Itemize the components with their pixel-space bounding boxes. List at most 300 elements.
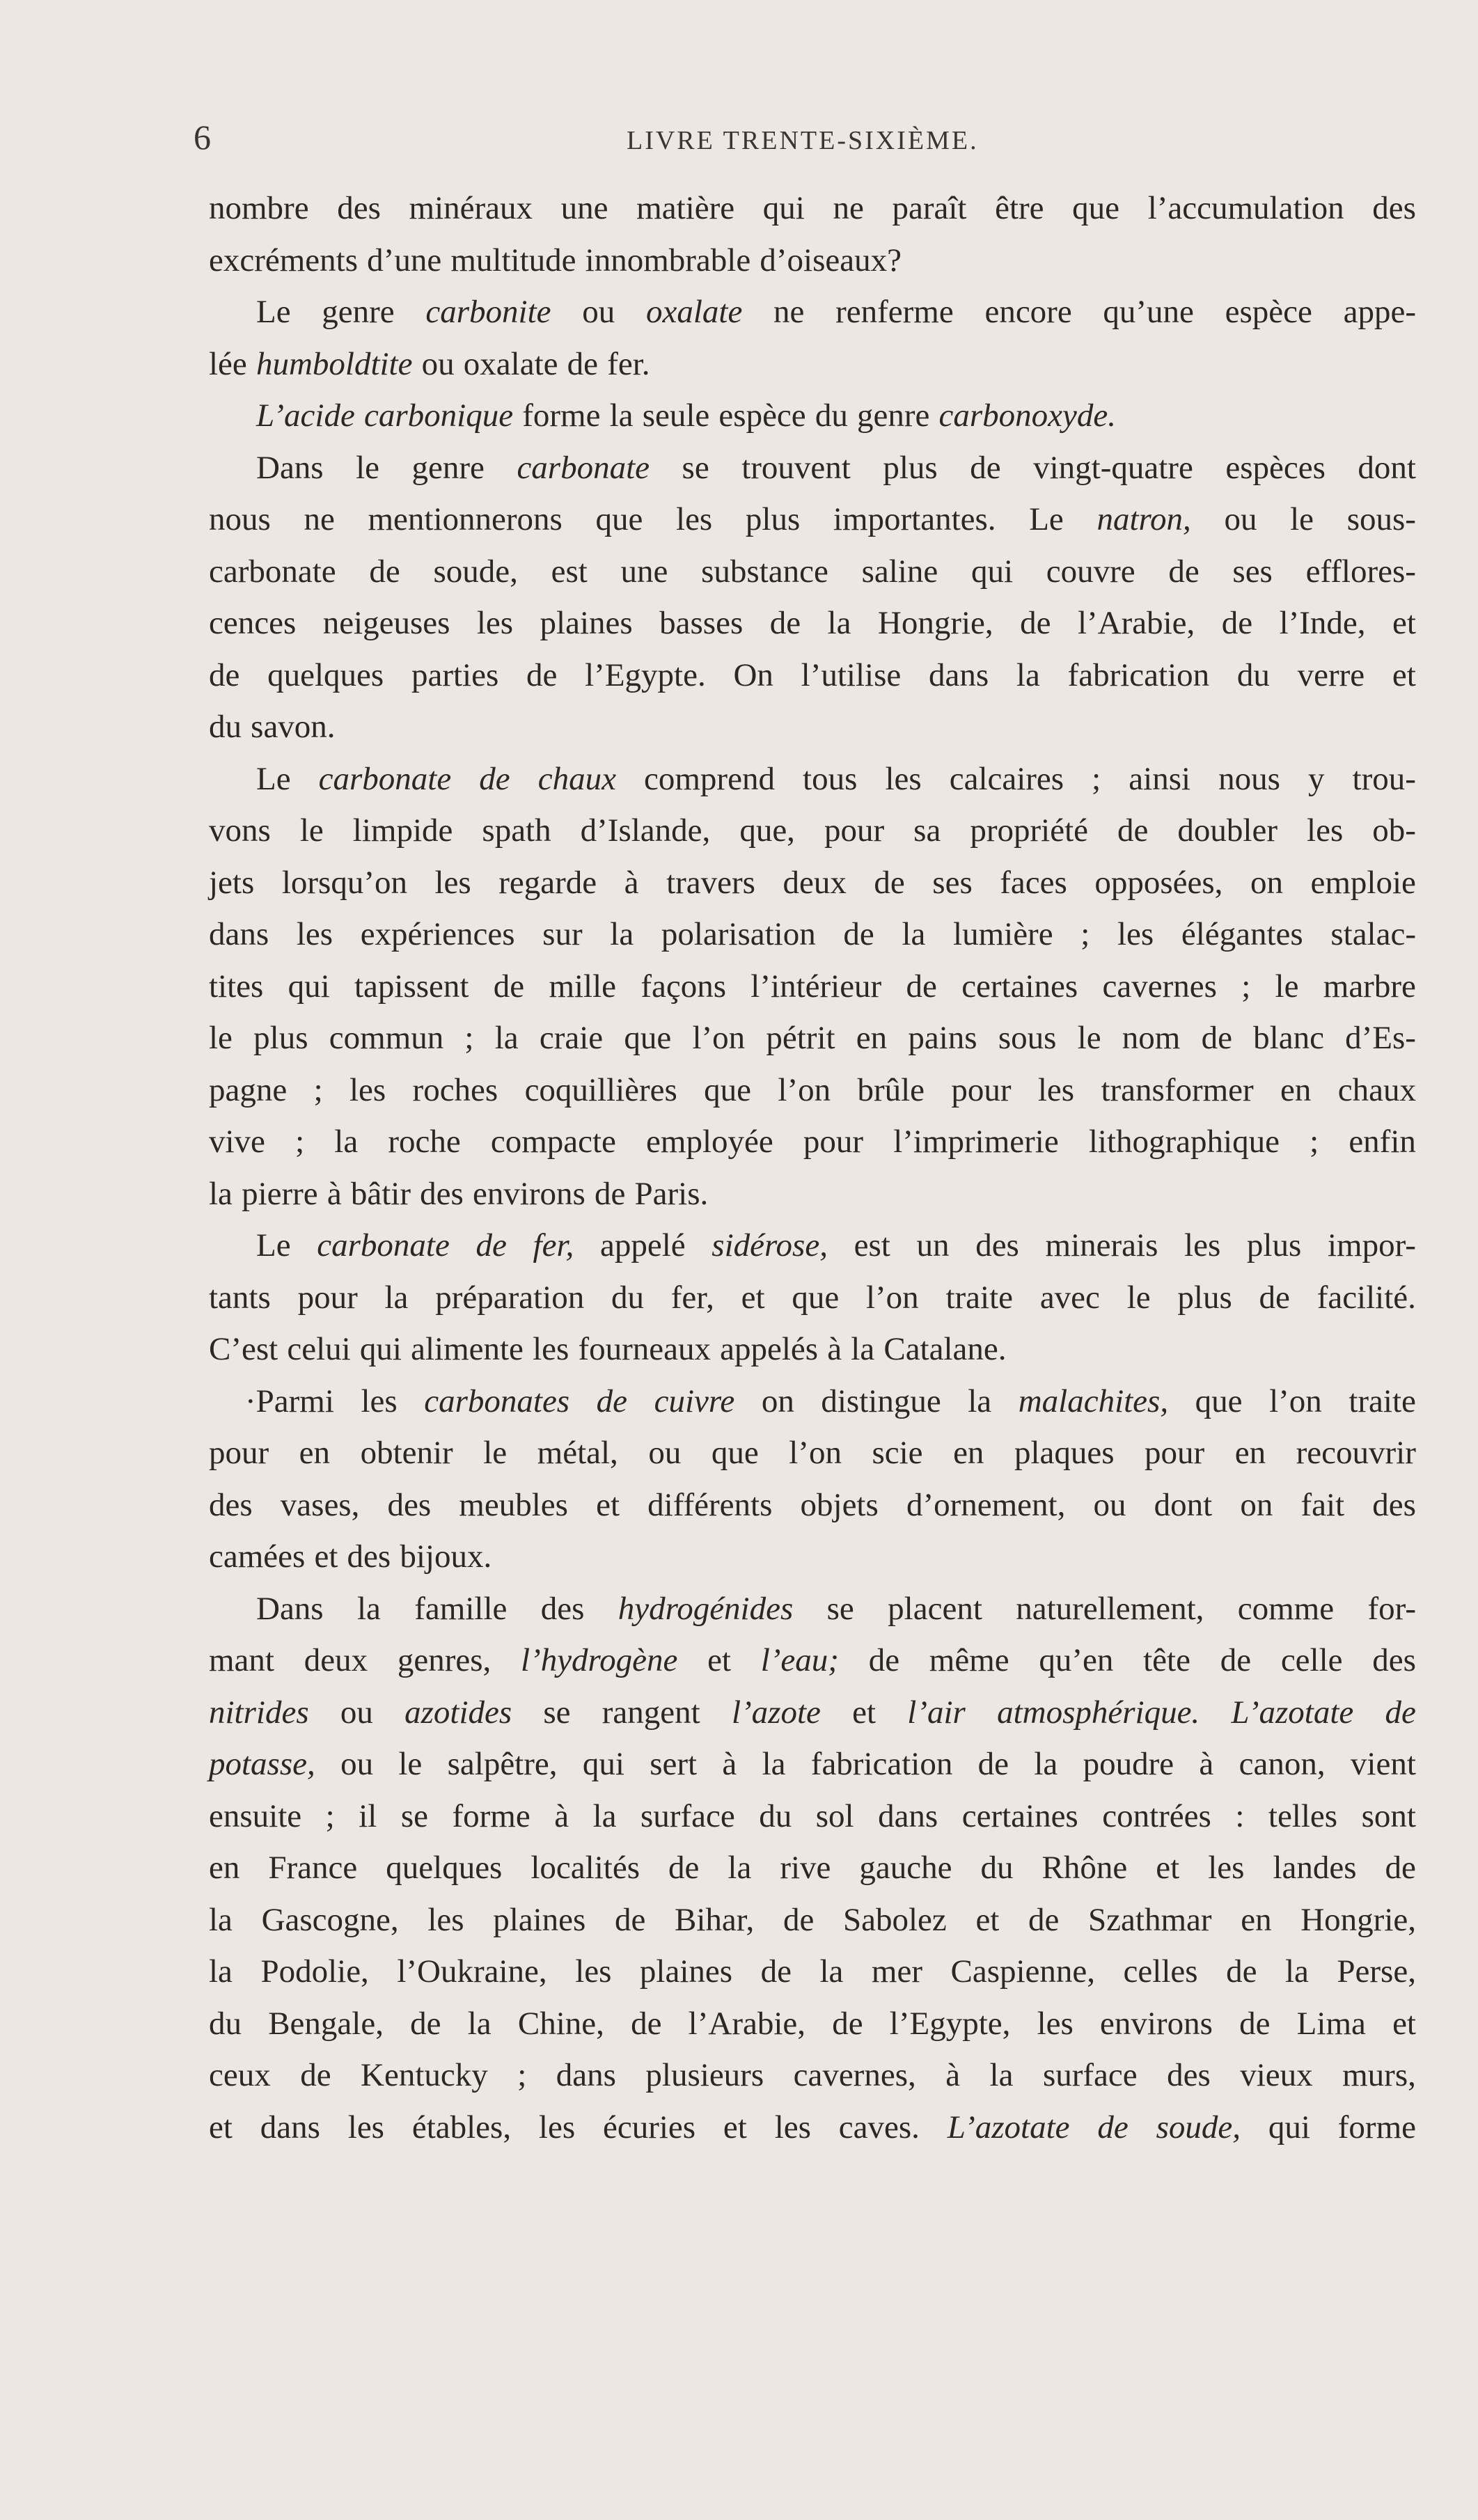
word: de [631,2005,662,2042]
word: et [723,2109,747,2145]
word: la [384,1279,409,1316]
word: la [902,916,926,952]
word: et [314,1538,338,1575]
word: de [1028,1901,1060,1938]
word: rangent [602,1694,700,1731]
word: seule [642,397,710,434]
word: à [1199,1746,1214,1782]
word: Hongrie, [1300,1901,1416,1938]
word: et [1392,656,1416,693]
word: tous [803,760,858,797]
word: de [760,1953,792,1990]
word: doubler [1177,812,1277,849]
word: que, [739,812,795,849]
word: pour [824,812,885,849]
word: transformer [1101,1071,1254,1108]
paragraph [209,1376,1416,1583]
word: carbonates [424,1383,570,1419]
word: Rhône [1041,1850,1128,1886]
word: chaux [537,760,616,797]
word: le [1275,968,1299,1005]
word: tête [1143,1642,1190,1678]
word: en [1241,1901,1272,1938]
word: les [427,1901,464,1938]
word: Dans [256,449,324,486]
word: et [852,1694,876,1731]
word: des [347,1538,391,1575]
word: scie [872,1435,923,1471]
word: de [1239,2005,1271,2042]
word: est [551,553,588,590]
word: spath [482,812,551,849]
word: les [676,501,713,537]
word: naturellement, [1016,1590,1204,1627]
word: ne [304,501,335,537]
word: vases, [280,1486,360,1523]
word: les [476,605,514,641]
word: qu’en [1039,1642,1114,1678]
word: enfin [1349,1124,1416,1160]
word: for- [1367,1590,1416,1627]
word: dans [878,1797,938,1834]
word: traite [1349,1383,1416,1419]
word: la [762,1746,786,1782]
word: de [493,968,525,1005]
word: nous [209,501,271,537]
word: les [349,1071,386,1108]
word: parties [411,656,499,693]
word: Le [256,760,291,797]
word: ; [313,1071,323,1108]
word: salpêtre, [447,1746,558,1782]
word: plaines [493,1901,586,1938]
text-line [209,1635,1416,1687]
word: Le [256,1227,291,1263]
word: de [1117,812,1149,849]
word: du [611,1279,644,1316]
word: que [624,1020,672,1056]
word: L’azotate [947,2109,1070,2145]
word: multitude [450,242,576,278]
word: en [1280,1071,1312,1108]
word: nous [1218,760,1280,797]
word: les [1184,1227,1221,1263]
word: et [1156,1850,1180,1886]
word: importantes. [833,501,996,537]
word: matière [636,190,735,226]
word: environs [1100,2005,1213,2042]
word: Szathmar [1088,1901,1212,1938]
text-line [209,1946,1416,1998]
word: y [1307,760,1325,797]
word: de [567,345,599,382]
word: de [479,760,510,797]
page-number: 6 [194,118,211,157]
word: à [624,864,639,901]
text-line [209,546,1416,598]
word: deux [304,1642,368,1678]
word: canon, [1239,1746,1326,1782]
text-line [209,1687,1416,1739]
word: sous [998,1020,1057,1056]
word: Le [256,294,291,330]
word: fait [1300,1486,1345,1523]
word: soude, [1156,2109,1241,2145]
text-line [209,961,1416,1013]
word: les [361,1383,398,1419]
word: deux [783,864,847,901]
word: l’on [692,1020,746,1056]
word: celle [1280,1642,1343,1678]
word: ou [340,1746,374,1782]
word: d’Islande, [580,812,711,849]
word: atmosphérique. [997,1694,1200,1731]
word: en [1234,1435,1266,1471]
word: malachites, [1018,1383,1169,1419]
word: l’air [907,1694,966,1731]
word: espèce [1225,294,1312,330]
word: ou [648,1435,682,1471]
word: traite [945,1279,1014,1316]
word: de [209,656,240,693]
word: carbonate [318,760,452,797]
word: opposées, [1094,864,1223,901]
word: se [682,449,709,486]
word: ; [1310,1124,1319,1160]
word: de [769,605,801,641]
word: la [827,605,851,641]
word: Bihar, [675,1901,755,1938]
word: l’on [865,1279,919,1316]
word: la [209,1901,233,1938]
word: ; [1092,760,1101,797]
paragraph [209,753,1416,1220]
word: le [398,1746,423,1782]
text-line [209,1323,1416,1376]
word: qui [970,553,1013,590]
word: dans [929,656,989,693]
word: roche [388,1124,461,1160]
text-line [209,805,1416,857]
word: craie [539,1020,604,1056]
word: de [1385,1694,1416,1731]
word: ; [517,2057,527,2093]
word: forme [522,397,601,434]
word: pour [1145,1435,1205,1471]
text-line [209,1583,1416,1635]
word: jets [209,864,255,901]
word: murs, [1342,2057,1416,2093]
word: que [792,1279,840,1316]
text-line [209,1116,1416,1168]
word: le [1077,1020,1101,1056]
word: lithographique [1088,1124,1280,1160]
word: de [868,1642,900,1678]
word: genre [322,294,395,330]
text-line [209,857,1416,909]
body-text [209,182,1416,2153]
text-line [209,390,1416,442]
word: de [970,449,1001,486]
word: une [560,190,608,226]
paragraph [209,390,1416,442]
word: cences [209,605,297,641]
word: bijoux. [400,1538,492,1575]
word: plus [745,501,801,537]
text-line [209,701,1416,753]
paragraph [209,182,1416,286]
word: vons [209,812,271,849]
text-line [209,2102,1416,2154]
word: plaques [1014,1435,1115,1471]
word: étables, [411,2109,512,2145]
word: plus [1177,1279,1232,1316]
word: et [741,1279,765,1316]
word: de [1168,553,1200,590]
word: poudre [1083,1746,1174,1782]
word: à [827,1331,842,1367]
word: que [595,501,643,537]
word: ; [295,1124,305,1160]
word: l’Egypte, [889,2005,1011,2042]
word: mant [209,1642,274,1678]
word: le [209,1020,233,1056]
word: fabrication [1067,656,1210,693]
word: la [1034,1746,1058,1782]
word: qui [288,968,330,1005]
word: cavernes, [793,2057,916,2093]
word: Chine, [517,2005,604,2042]
word: sous- [1346,501,1416,537]
word: cuivre [654,1383,735,1419]
word: Catalane. [883,1331,1007,1367]
word: on [761,1383,794,1419]
word: Perse, [1337,1953,1416,1990]
word: de [369,553,400,590]
word: caves. [838,2109,920,2145]
word: le [356,449,380,486]
word: des [1167,2057,1211,2093]
word: gauche [859,1850,952,1886]
text-line [209,442,1416,494]
word: ou [1224,501,1257,537]
word: les [1037,1071,1075,1108]
word: de [410,2005,441,2042]
text-line [209,753,1416,805]
word: France [268,1850,358,1886]
word: l’azote [731,1694,821,1731]
word: genre [856,397,930,434]
word: ; [464,1020,474,1056]
word: élégantes [1181,916,1303,952]
word: : [1235,1797,1245,1834]
word: d’Es- [1345,1020,1416,1056]
word: ensuite [209,1797,302,1834]
word: Bengale, [268,2005,384,2042]
word: plusieurs [645,2057,764,2093]
word: cavernes [1102,968,1217,1005]
text-line [209,597,1416,649]
word: obtenir [360,1435,453,1471]
word: l’utilise [801,656,902,693]
word: humboldtite [255,345,413,382]
word: celui [287,1331,351,1367]
word: objets [800,1486,879,1523]
word: la [968,1383,992,1419]
word: d’une [367,242,442,278]
word: en [856,1020,888,1056]
word: alimente [411,1331,524,1367]
word: contrées [1102,1797,1211,1834]
word: être [995,190,1044,226]
word: de [596,1383,628,1419]
word: de [1097,2109,1129,2145]
word: l’on [778,1071,831,1108]
word: trou- [1352,760,1416,797]
word: et [975,1901,1000,1938]
word: la [334,1124,359,1160]
word: et [596,1486,620,1523]
word: métal, [537,1435,618,1471]
word: de [1226,1953,1257,1990]
word: sert [650,1746,698,1782]
text-line [209,1376,1416,1428]
word: les [774,2109,811,2145]
word: dans [209,916,269,952]
word: il [359,1797,377,1834]
word: telles [1268,1797,1338,1834]
word: propriété [970,812,1088,849]
text-line [209,1220,1416,1272]
word: blanc [1253,1020,1324,1056]
word: de [1201,1020,1232,1056]
text-line [209,182,1416,235]
word: de [668,1850,700,1886]
word: tapissent [354,968,469,1005]
word: famille [414,1590,508,1627]
text-line [209,908,1416,961]
word: les [538,2109,576,2145]
word: camées [209,1538,306,1575]
word: carbonique [363,397,514,434]
word: innombrable [585,242,751,278]
word: Lima [1296,2005,1366,2042]
running-title: LIVRE TRENTE-SIXIÈME. [627,126,979,155]
word: qui [582,1746,624,1782]
word: ne [833,190,864,226]
word: des [387,1486,432,1523]
word: facilité. [1316,1279,1416,1316]
word: nombre [209,190,309,226]
word: appelé [599,1227,686,1263]
word: ; [1241,968,1251,1005]
word: l’imprimerie [893,1124,1059,1160]
word: les [1208,1850,1245,1886]
word: la [851,1331,875,1367]
word: l’on [1269,1383,1322,1419]
word: des [209,1486,253,1523]
word: Kentucky [361,2057,488,2093]
text-line [209,649,1416,702]
word: expériences [360,916,515,952]
word: landes [1273,1850,1357,1886]
word: pagne [209,1071,288,1108]
word: façons [640,968,726,1005]
word: des [1372,1486,1416,1523]
word: et [1392,605,1416,641]
paragraph [209,442,1416,753]
word: la [1016,656,1040,693]
word: meubles [459,1486,568,1523]
word: pierre [242,1175,318,1212]
word: espèces [1225,449,1326,486]
word: un [916,1227,950,1263]
word: paraît [892,190,967,226]
text-line [209,1894,1416,1946]
word: mille [549,968,617,1005]
word: couvre [1046,553,1135,590]
word: de [1221,605,1253,641]
word: substance [701,553,828,590]
text-line [209,1168,1416,1220]
text-line [209,235,1416,287]
word: la [1284,1953,1309,1990]
word: On [733,656,773,693]
word: renferme [835,294,954,330]
word: vive [209,1124,265,1160]
word: de [475,1227,507,1263]
word: comme [1237,1590,1335,1627]
word: se [543,1694,571,1731]
word: L’azotate [1231,1694,1354,1731]
word: pour [951,1071,1012,1108]
word: compacte [490,1124,616,1160]
word: saline [861,553,938,590]
word: ceux [209,2057,271,2093]
word: encore [984,294,1072,330]
word: minerais [1045,1227,1158,1263]
word: sont [1361,1797,1416,1834]
word: ou [421,345,455,382]
word: du [759,1797,792,1834]
word: ses [1232,553,1273,590]
word: comprend [644,760,775,797]
word: fer, [670,1279,714,1316]
word: de [614,1901,646,1938]
word: de [526,656,558,693]
word: l’intérieur [750,968,882,1005]
word: carbonoxyde. [938,397,1116,434]
word: chaux [1337,1071,1416,1108]
word: de [595,1175,626,1212]
text-line [209,1738,1416,1790]
word: oxalate [645,294,743,330]
word: l’Oukraine, [397,1953,547,1990]
word: de [1220,1642,1252,1678]
word: emploie [1310,864,1416,901]
word: pour [297,1279,358,1316]
text-line [209,1064,1416,1117]
word: recouvrir [1296,1435,1416,1471]
word: à [554,1797,569,1834]
word: la [592,1797,617,1834]
word: lorsqu’on [281,864,407,901]
word: environs [472,1175,585,1212]
word: travers [666,864,755,901]
word: surface [640,1797,735,1834]
word: à [945,2057,961,2093]
word: l’accumulation [1147,190,1344,226]
